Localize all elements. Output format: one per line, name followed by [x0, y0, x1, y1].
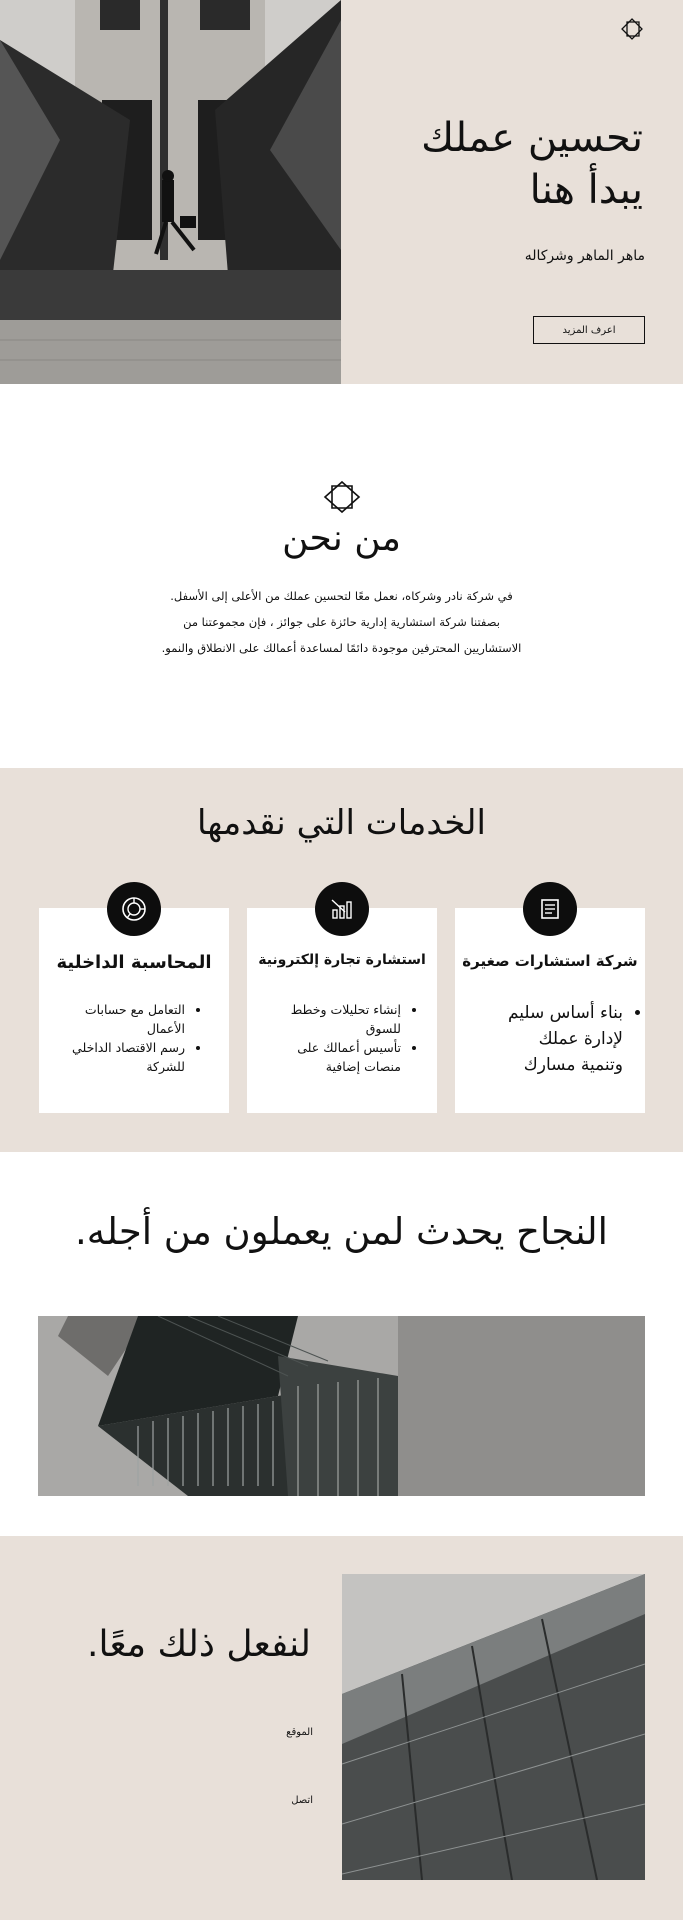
about-rhombus-icon	[323, 480, 361, 514]
success-building-photo	[38, 1316, 645, 1496]
hero-subtitle: ماهر الماهر وشركاله	[524, 248, 645, 264]
service-bullet: • بناء أساس سليم لإدارة عملك وتنمية مسارك	[508, 1000, 623, 1078]
service-card-small-consulting[interactable]	[455, 908, 645, 1113]
service-bullet: • رسم الاقتصاد الداخلي للشركة	[72, 1038, 185, 1076]
service-card-title: المحاسبة الداخلية	[56, 952, 212, 973]
about-text-line1: في شركة نادر وشركاه، نعمل معًا لتحسين عملك من الأعلى إلى الأسفل.	[170, 589, 513, 603]
about-text	[120, 583, 563, 661]
pie-chart-icon	[119, 894, 149, 924]
services-title: الخدمات التي نقدمها	[197, 803, 486, 843]
about-section	[0, 384, 683, 768]
hero-title-line2: يبدأ هنا	[529, 167, 643, 213]
service-card-bullets	[508, 1000, 645, 1078]
service-bullet: • التعامل مع حسابات الأعمال	[72, 1000, 185, 1038]
service-card-title: شركة استشارات صغيرة	[462, 952, 638, 970]
service-bullet: • تأسيس أعمالك على منصات إضافية	[291, 1038, 401, 1076]
hero-section	[0, 0, 683, 384]
service-badge	[523, 882, 577, 936]
success-title: النجاح يحدث لمن يعملون من أجله.	[75, 1210, 608, 1253]
rhombus-logo-icon[interactable]	[621, 18, 643, 40]
hero-title	[343, 112, 643, 216]
service-badge	[107, 882, 161, 936]
bar-chart-icon	[329, 896, 355, 922]
service-badge	[315, 882, 369, 936]
service-bullet: • إنشاء تحليلات وخطط للسوق	[291, 1000, 401, 1038]
location-link[interactable]: الموقع	[286, 1727, 313, 1738]
about-text-line2: بصفتنا شركة استشارية إدارية حائزة على جوائز ، فإن مجموعتنا من	[183, 615, 500, 629]
together-photo-art	[342, 1574, 645, 1880]
about-text-line3: الاستشاريين المحترفين موجودة دائمًا لمساعدة أعمالك على الانطلاق والنمو.	[161, 641, 522, 655]
contact-link[interactable]: اتصل	[291, 1795, 313, 1806]
together-title: لنفعل ذلك معًا.	[87, 1624, 311, 1665]
document-icon	[538, 897, 562, 921]
hero-building-photo	[0, 0, 341, 384]
together-building-photo	[342, 1574, 645, 1880]
service-card-title: استشارة تجارة إلكترونية	[258, 952, 426, 968]
learn-more-button[interactable]: اعرف المزيد	[533, 316, 645, 344]
service-card-bullets	[291, 1000, 423, 1076]
service-card-ecommerce[interactable]	[247, 908, 437, 1113]
service-card-accounting[interactable]	[39, 908, 229, 1113]
success-photo-art	[38, 1316, 645, 1496]
hero-title-line1: تحسين عملك	[421, 115, 643, 161]
hero-photo-art	[0, 0, 341, 384]
service-card-bullets	[72, 1000, 207, 1076]
about-title: من نحن	[282, 518, 401, 559]
